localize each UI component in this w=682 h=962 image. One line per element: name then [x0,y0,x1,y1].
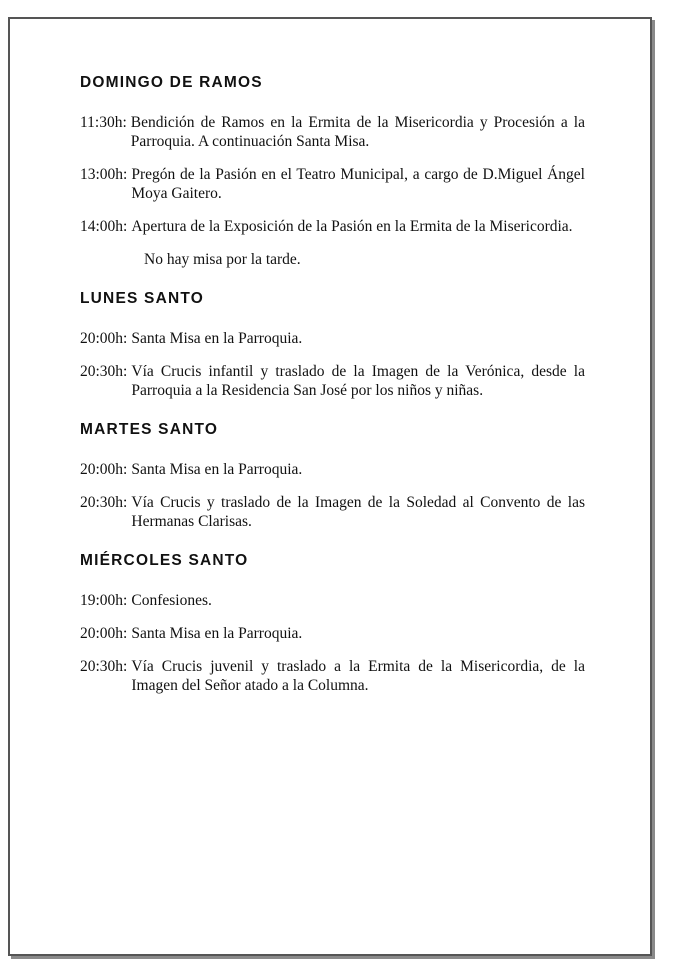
section-note: No hay misa por la tarde. [144,251,301,268]
schedule-entry [80,460,585,479]
section-title: DOMINGO DE RAMOS [80,74,263,91]
document-content [80,73,585,695]
schedule-entry [80,217,585,236]
entry-description: Bendición de Ramos en la Ermita de la Misericordia y Procesión a la Parroquia. A continuación Santa Misa. [130,114,585,150]
schedule-entry [80,362,585,400]
entry-time: 11:30h: [80,114,127,131]
entry-description: Santa Misa en la Parroquia. [131,330,303,347]
entry-time: 20:30h: [80,658,128,675]
entry-time: 20:30h: [80,494,128,511]
section-martes-santo [80,420,585,531]
entry-time: 20:30h: [80,363,128,380]
entry-description: Confesiones. [131,592,212,609]
entry-description: Apertura de la Exposición de la Pasión en la Ermita de la Misericordia. [131,218,573,235]
entry-time: 20:00h: [80,461,128,478]
entry-time: 14:00h: [80,218,128,235]
entry-description: Santa Misa en la Parroquia. [131,461,303,478]
section-lunes-santo [80,289,585,400]
entry-time: 19:00h: [80,592,128,609]
entry-description: Santa Misa en la Parroquia. [131,625,303,642]
section-title: MARTES SANTO [80,421,219,438]
schedule-entry [80,657,585,695]
entry-description: Vía Crucis y traslado de la Imagen de la Soledad al Convento de las Hermanas Clarisas. [131,494,585,530]
schedule-entry [80,591,585,610]
entry-time: 13:00h: [80,166,128,183]
entry-description: Vía Crucis juvenil y traslado a la Ermita de la Misericordia, de la Imagen del Señor atado a la Columna. [131,658,585,694]
section-title: MIÉRCOLES SANTO [80,552,249,569]
schedule-entry [80,493,585,531]
section-miercoles-santo [80,551,585,695]
schedule-entry [80,329,585,348]
section-title: LUNES SANTO [80,290,205,307]
entry-description: Vía Crucis infantil y traslado de la Imagen de la Verónica, desde la Parroquia a la Residencia San José por los niños y niñas. [131,363,585,399]
entry-time: 20:00h: [80,330,128,347]
section-domingo-de-ramos [80,73,585,269]
schedule-entry [80,624,585,643]
entry-time: 20:00h: [80,625,128,642]
schedule-entry [80,113,585,151]
entry-description: Pregón de la Pasión en el Teatro Municipal, a cargo de D.Miguel Ángel Moya Gaitero. [131,166,585,202]
schedule-entry [80,165,585,203]
